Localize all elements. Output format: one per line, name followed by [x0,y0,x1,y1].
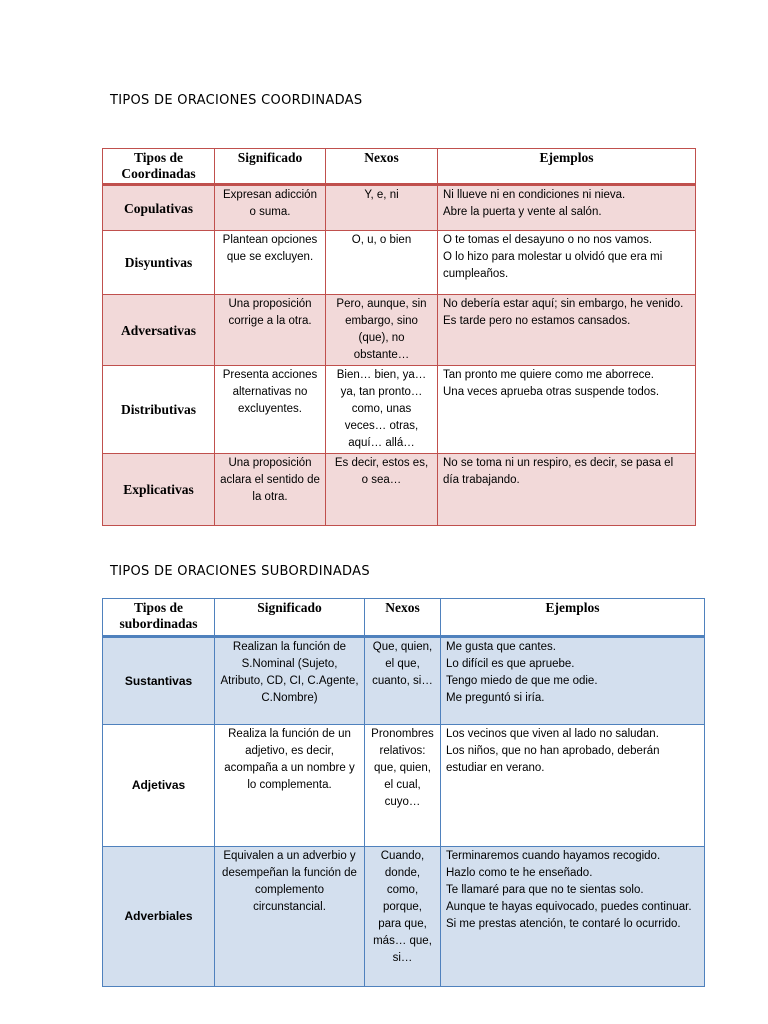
subordinadas-table [102,598,705,987]
row-nexos: O, u, o bien [326,231,438,295]
table-row [103,637,705,725]
row-ejemplos [438,454,696,526]
ejemplo: Me gusta que cantes. [446,641,556,653]
row-significado: Una proposición aclara el sentido de la otra. [215,454,326,526]
row-tipo: Adverbiales [103,847,215,987]
table-row [103,847,705,987]
ejemplo: Hazlo como te he enseñado. [446,867,593,879]
row-nexos: Pero, aunque, sin embargo, sino (que), no obstante… [326,295,438,366]
coord-header-nexos: Nexos [326,149,438,185]
row-tipo: Distributivas [103,366,215,454]
ejemplo: Una veces aprueba otras suspende todos. [443,386,660,398]
row-tipo: Disyuntivas [103,231,215,295]
row-ejemplos [441,847,705,987]
ejemplo: Abre la puerta y vente al salón. [443,206,602,218]
coordinadas-table [102,148,696,526]
coord-header-ejemplos: Ejemplos [438,149,696,185]
table-row [103,454,696,526]
row-tipo: Sustantivas [103,637,215,725]
row-ejemplos [441,725,705,847]
ejemplo: Me preguntó si iría. [446,692,545,704]
ejemplo: Los vecinos que viven al lado no saludan. [446,728,659,740]
row-nexos: Pronombres relativos: que, quien, el cual, cuyo… [365,725,441,847]
row-tipo: Copulativas [103,185,215,231]
row-tipo: Adversativas [103,295,215,366]
row-nexos: Cuando, donde, como, porque, para que, más… que, si… [365,847,441,987]
row-nexos: Es decir, estos es, o sea… [326,454,438,526]
ejemplo: Los niños, que no han aprobado, deberán estudiar en verano. [446,745,660,774]
coord-header-significado: Significado [215,149,326,185]
row-ejemplos [441,637,705,725]
row-significado: Equivalen a un adverbio y desempeñan la función de complemento circunstancial. [215,847,365,987]
table-row [103,185,696,231]
ejemplo: Tengo miedo de que me odie. [446,675,598,687]
row-significado: Plantean opciones que se excluyen. [215,231,326,295]
ejemplo: O te tomas el desayuno o no nos vamos. [443,234,653,246]
row-significado: Una proposición corrige a la otra. [215,295,326,366]
row-significado: Expresan adicción o suma. [215,185,326,231]
ejemplo: O lo hizo para molestar u olvidó que era mi cumpleaños. [443,251,663,280]
row-nexos: Y, e, ni [326,185,438,231]
sub-header-tipos: Tipos de subordinadas [103,599,215,637]
sub-header-nexos: Nexos [365,599,441,637]
ejemplo: Lo difícil es que apruebe. [446,658,575,670]
sub-header-ejemplos: Ejemplos [441,599,705,637]
row-ejemplos [438,366,696,454]
ejemplo: Si me prestas atención, te contaré lo ocurrido. [446,918,681,930]
subordinadas-title: TIPOS DE ORACIONES SUBORDINADAS [110,564,370,579]
row-tipo: Explicativas [103,454,215,526]
sub-header-significado: Significado [215,599,365,637]
ejemplo: Tan pronto me quiere como me aborrece. [443,369,654,381]
ejemplo: No debería estar aquí; sin embargo, he venido. [443,298,684,310]
row-nexos: Bien… bien, ya… ya, tan pronto… como, unas veces… otras, aquí… allá… [326,366,438,454]
table-row [103,231,696,295]
row-ejemplos [438,231,696,295]
ejemplo: No se toma ni un respiro, es decir, se pasa el día trabajando. [443,457,674,486]
row-ejemplos [438,295,696,366]
row-tipo: Adjetivas [103,725,215,847]
ejemplo: Es tarde pero no estamos cansados. [443,315,631,327]
table-row [103,366,696,454]
table-row [103,725,705,847]
ejemplo: Aunque te hayas equivocado, puedes continuar. [446,901,692,913]
row-significado: Presenta acciones alternativas no excluyentes. [215,366,326,454]
table-row [103,295,696,366]
row-significado: Realiza la función de un adjetivo, es decir, acompaña a un nombre y lo complementa. [215,725,365,847]
coord-header-tipos: Tipos de Coordinadas [103,149,215,185]
coordinadas-title: TIPOS DE ORACIONES COORDINADAS [110,93,363,108]
ejemplo: Ni llueve ni en condiciones ni nieva. [443,189,626,201]
row-ejemplos [438,185,696,231]
ejemplo: Terminaremos cuando hayamos recogido. [446,850,661,862]
row-significado: Realizan la función de S.Nominal (Sujeto, Atributo, CD, CI, C.Agente, C.Nombre) [215,637,365,725]
row-nexos: Que, quien, el que, cuanto, si… [365,637,441,725]
ejemplo: Te llamaré para que no te sientas solo. [446,884,644,896]
